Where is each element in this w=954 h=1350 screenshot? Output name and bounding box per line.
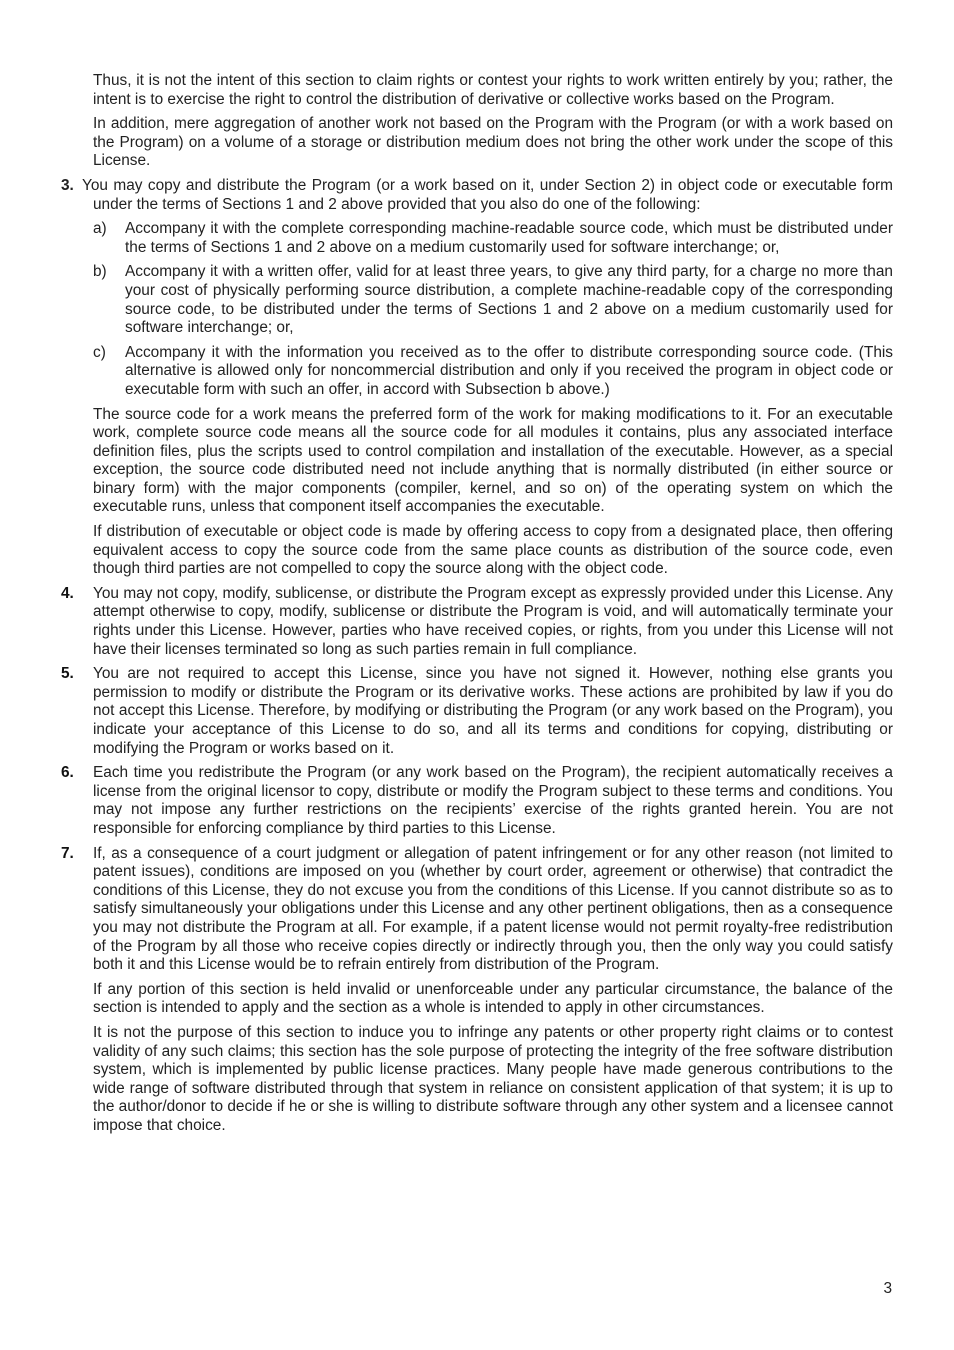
- section-number: 6.: [61, 764, 74, 782]
- section-7: [61, 845, 893, 975]
- subitem-a: [61, 220, 893, 257]
- license-text: [61, 72, 893, 1141]
- paragraph-text: In addition, mere aggregation of another work not based on the Program with the Program (or with a work based on the Program) on a volume of a storage or distribution medium does not bring the other work under the scope of this License.: [93, 115, 893, 170]
- subitem-text: Accompany it with the complete corresponding machine-readable source code, which must be distributed under the terms of Sections 1 and 2 above on a medium customarily used for software interchange; or,: [125, 220, 893, 256]
- paragraph-text: The source code for a work means the preferred form of the work for making modifications to it. For an executable work, complete source code means all the source code for all modules it contains, plus any associated interface definition files, plus the scripts used to control compilation and installation of the executable. However, as a special exception, the source code distributed need not include anything that is normally distributed (in either source or binary form) with the major components (compiler, kernel, and so on) of the operating system on which the executable runs, unless that component itself accompanies the executable.: [93, 405, 893, 516]
- subitem-text: Accompany it with the information you received as to the offer to distribute corresponding source code. (This alternative is allowed only for noncommercial distribution and only if you received the program in object code or executable form with such an offer, in accord with Subsection b above.): [125, 343, 893, 398]
- subitem-letter: a): [93, 220, 107, 238]
- subitem-letter: c): [93, 343, 106, 361]
- subitem-b: [61, 263, 893, 337]
- page-number: 3: [883, 1280, 892, 1297]
- section-number: 3.: [61, 176, 74, 194]
- section-number: 4.: [61, 584, 74, 602]
- section-6: [61, 764, 893, 838]
- section-4: [61, 585, 893, 659]
- subitem-c: [61, 344, 893, 400]
- section-3-paragraph: [61, 406, 893, 518]
- section-number: 5.: [61, 665, 74, 683]
- section-body: You may copy and distribute the Program (or a work based on it, under Section 2) in object code or executable form under the terms of Sections 1 and 2 above provided that you also do one of the following:: [82, 176, 893, 213]
- section-body: Each time you redistribute the Program (or any work based on the Program), the recipient automatically receives a license from the original licensor to copy, distribute or modify the Program subject to these terms and conditions. You may not impose any further restrictions on the recipients’ exercise of the rights granted herein. You are not responsible for enforcing compliance by third parties to this License.: [93, 764, 893, 837]
- paragraph-text: If distribution of executable or object code is made by offering access to copy from a designated place, then offering equivalent access to copy the source code from the same place counts as distribution of the source code, even though third parties are not compelled to copy the source along with the object code.: [93, 523, 893, 578]
- paragraph-text: It is not the purpose of this section to induce you to infringe any patents or other property right claims or to contest validity of any such claims; this section has the sole purpose of protecting the integrity of the free software distribution system, which is implemented by public license practices. Many people have made generous contributions to the wide range of software distributed through that system in reliance on consistent application of that system; it is up to the author/donor to decide if he or she is willing to distribute software through any other system and a licensee cannot impose that choice.: [93, 1023, 893, 1134]
- section-body: You may not copy, modify, sublicense, or distribute the Program except as expressly provided under this License. Any attempt otherwise to copy, modify, sublicense or distribute the Program is void, and will automatically terminate your rights under this License. However, parties who have received copies, or rights, from you under this License will not have their licenses terminated so long as such parties remain in full compliance.: [93, 584, 893, 658]
- section-3-paragraph: [61, 523, 893, 579]
- paragraph-text: If any portion of this section is held invalid or unenforceable under any particular circumstance, the balance of the section is intended to apply and the section as a whole is intended to apply in other circumstances.: [93, 980, 893, 1017]
- section-body: You are not required to accept this License, since you have not signed it. However, nothing else grants you permission to modify or distribute the Program or its derivative works. These actions are prohibited by law if you do not accept this License. Therefore, by modifying or distributing the Program (or any work based on the Program), you indicate your acceptance of this License to do so, and all its terms and conditions for copying, distributing or modifying the Program or works based on it.: [93, 665, 893, 757]
- section-5: [61, 665, 893, 758]
- section-3-text: [61, 177, 893, 214]
- section-number: 7.: [61, 844, 74, 862]
- section-3: [61, 177, 893, 214]
- subitem-letter: b): [93, 263, 107, 281]
- section-7-paragraph: [61, 981, 893, 1018]
- intro-paragraph: [61, 72, 893, 109]
- intro-paragraph: [61, 115, 893, 171]
- subitem-text: Accompany it with a written offer, valid for at least three years, to give any third party, for a charge no more than your cost of physically performing source distribution, a complete machine-readable copy of the corresponding source code, to be distributed under the terms of Sections 1 and 2 above on a medium customarily used for software interchange; or,: [125, 263, 893, 337]
- section-7-paragraph: [61, 1024, 893, 1136]
- paragraph-text: Thus, it is not the intent of this section to claim rights or contest your rights to work written entirely by you; rather, the intent is to exercise the right to control the distribution of derivative or collective works based on the Program.: [93, 72, 893, 108]
- section-body: If, as a consequence of a court judgment or allegation of patent infringement or for any other reason (not limited to patent issues), conditions are imposed on you (whether by court order, agreement or otherwise) that contradict the conditions of this License, they do not excuse you from the conditions of this License. If you cannot distribute so as to satisfy simultaneously your obligations under this License and any other pertinent obligations, then as a consequence you may not distribute the Program at all. For example, if a patent license would not permit royalty-free redistribution of the Program by all those who receive copies directly or indirectly through you, then the only way you could satisfy both it and this License would be to refrain entirely from distribution of the Program.: [93, 844, 893, 974]
